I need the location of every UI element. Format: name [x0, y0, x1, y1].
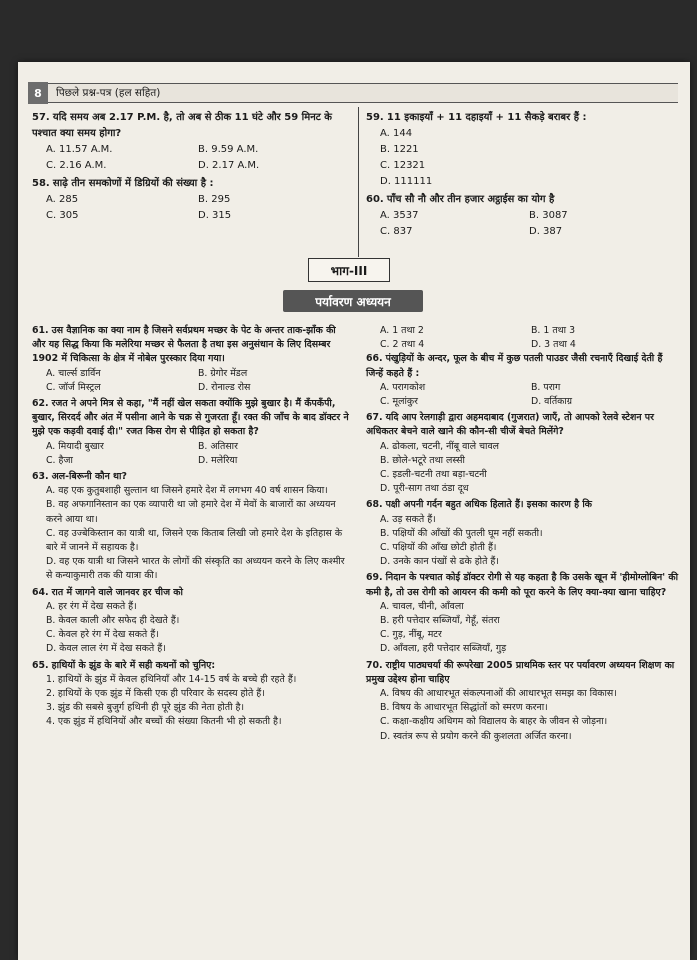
option: B. ग्रेगोर मेंडल [198, 367, 248, 379]
question-text: साढ़े तीन समकोणों में डिग्रियों की संख्या है : [52, 178, 214, 189]
lower-right-column [366, 324, 682, 746]
question-number: 61. [32, 325, 49, 336]
option: A. विषय की आधारभूत संकल्पनाओं की आधारभूत समझ का विकास। [380, 688, 617, 700]
option: D. मलेरिया [198, 454, 238, 466]
top-left-column [32, 110, 350, 226]
top-right-column [366, 110, 678, 242]
question-number: 58. [32, 178, 50, 189]
question-66 [366, 352, 682, 409]
section-heading: भाग-III [308, 258, 390, 282]
option: D. 111111 [380, 176, 433, 187]
subsection-heading: पर्यावरण अध्ययन [283, 290, 423, 312]
question-text: 11 इकाइयाँ + 11 दहाइयाँ + 11 सैकड़े बराबर हैं : [386, 112, 587, 123]
option: A. हर रंग में देख सकते हैं। [46, 600, 137, 612]
statement: 4. एक झुंड में हथिनियों और बच्चों की संख्या कितनी भी हो सकती है। [46, 716, 282, 728]
question-text: निदान के पश्चात कोई डॉक्टर रोगी से यह कहता है कि उसके खून में 'हीमोग्लोबिन' की कमी है, तो उस रोगी को आयरन की कमी को पूरा करने के लिए क्या-क्या खाना चाहिए? [366, 572, 679, 598]
document-page [18, 62, 690, 960]
question-text: राष्ट्रीय पाठ्यचर्या की रूपरेखा 2005 प्राथमिक स्तर पर पर्यावरण अध्ययन शिक्षण का प्रमुख उद्देश्य होना चाहिए [366, 659, 675, 685]
question-number: 66. [366, 353, 383, 365]
question-text: यदि आप रेलगाड़ी द्वारा अहमदाबाद (गुजरात) जाएँ, तो आपको रेलवे स्टेशन पर अधिकतर बेचने वाले खाने की कौन-सी चीजें बेचते मिलेंगे? [366, 412, 654, 438]
question-65-options [366, 324, 682, 352]
question-text: पाँच सौ नौ और तीन हजार अट्ठाईस का योग है [386, 194, 555, 205]
option: C. कक्षा-कक्षीय अधिगम को विद्यालय के बाहर के जीवन से जोड़ना। [380, 716, 608, 728]
option: D. 315 [198, 210, 232, 221]
option: B. पराग [531, 381, 561, 393]
option: A. 3537 [380, 210, 419, 221]
question-70 [366, 659, 682, 744]
page-header [28, 82, 678, 104]
question-number: 62. [32, 398, 49, 410]
question-text: पंखुड़ियों के अन्दर, फूल के बीच में कुछ पतली पाउडर जैसी रचनाएँ दिखाई देती हैं जिन्हें कहते हैं : [366, 353, 663, 379]
option: B. अतिसार [198, 440, 238, 452]
question-number: 68. [366, 499, 383, 511]
option: C. पक्षियों की आँख छोटी होती हैं। [380, 542, 497, 554]
running-title: पिछले प्रश्न-पत्र (हल सहित) [48, 83, 678, 103]
question-63 [32, 470, 350, 584]
question-62 [32, 397, 350, 468]
option: D. 2.17 A.M. [198, 160, 260, 171]
question-67 [366, 411, 682, 496]
statement: 3. झुंड की सबसे बुजुर्ग हथिनी ही पूरे झुंड की नेता होती है। [46, 702, 245, 714]
option: D. 3 तथा 4 [531, 339, 576, 351]
option: A. 1 तथा 2 [380, 325, 424, 336]
question-number: 57. [32, 112, 50, 123]
statement: 2. हाथियों के एक झुंड में किसी एक ही परिवार के सदस्य होते हैं। [46, 688, 265, 700]
question-59 [366, 110, 678, 190]
option: B. 9.59 A.M. [198, 144, 259, 155]
option: C. गुड़, नींबू, मटर [380, 629, 442, 641]
option: C. 305 [46, 210, 79, 221]
question-number: 65. [32, 659, 49, 671]
question-text: अल-बिरूनी कौन था? [51, 471, 127, 483]
option: D. 387 [529, 226, 563, 237]
option: C. इडली-चटनी तथा बड़ा-चटनी [380, 469, 487, 481]
option: D. आँवला, हरी पत्तेदार सब्जियाँ, गुड़ [380, 643, 507, 655]
option: D. केवल लाल रंग में देख सकते हैं। [46, 643, 166, 655]
option: C. केवल हरे रंग में देख सकते हैं। [46, 629, 159, 641]
option: A. उड़ सकते हैं। [380, 513, 436, 525]
option: A. वह एक कुतुबशाही सुल्तान था जिसने हमारे देश में लगभग 40 वर्ष शासन किया। [46, 485, 328, 497]
option: C. हैजा [46, 454, 73, 466]
option: C. 2.16 A.M. [46, 160, 107, 171]
option: C. जॉर्ज मिस्ट्रल [46, 381, 101, 393]
question-69 [366, 571, 682, 656]
question-number: 64. [32, 586, 49, 598]
question-text: रजत ने अपने मित्र से कहा, "मैं नहीं खेल सकता क्योंकि मुझे बुखार है। मैं कँपकँपी, बुखार, सिरदर्द और अंत में पसीना आने के चक्र से गुजरता हूँ। रक्त की जाँच के बाद डॉक्टर ने मुझे एक कड़वी दवाई दी।" रजत किस रोग से पीड़ित हो सकता है? [32, 398, 349, 438]
option: D. पूरी-साग तथा ठंडा दूध [380, 483, 469, 495]
option: C. मूलांकुर [380, 396, 418, 408]
option: B. केवल काली और सफेद ही देखते हैं। [46, 615, 180, 627]
question-number: 69. [366, 572, 383, 584]
option: A. 11.57 A.M. [46, 144, 113, 155]
option: B. विषय के आधारभूत सिद्धांतों को स्मरण करना। [380, 702, 548, 714]
option: D. उनके कान पंखों से ढके होते हैं। [380, 556, 499, 568]
option: B. 295 [198, 194, 231, 205]
option: B. 1221 [380, 144, 419, 155]
question-number: 59. [366, 112, 384, 123]
question-number: 70. [366, 659, 383, 671]
option: C. 12321 [380, 160, 426, 171]
question-text: पक्षी अपनी गर्दन बहुत अधिक हिलाते हैं। इसका कारण है कि [385, 499, 592, 511]
question-number: 67. [366, 412, 383, 424]
option: C. 837 [380, 226, 413, 237]
option: B. पक्षियों की आँखों की पुतली घूम नहीं सकती। [380, 527, 543, 539]
question-57 [32, 110, 350, 174]
statement: 1. हाथियों के झुंड में केवल हथिनियाँ और 14-15 वर्ष के बच्चे ही रहते हैं। [46, 673, 297, 685]
option: D. रोनाल्ड रोस [198, 381, 251, 393]
question-65 [32, 659, 350, 730]
option: D. वर्तिकाग्र [531, 396, 573, 408]
option: B. वह अफगानिस्तान का एक व्यापारी था जो हमारे देश में मेवों के बाजारों का अध्ययन करने आया था। [46, 499, 336, 525]
question-64 [32, 586, 350, 657]
option: D. स्वतंत्र रूप से प्रयोग करने की कुशलता अर्जित करना। [380, 730, 572, 742]
option: A. परागकोश [380, 381, 426, 393]
question-61 [32, 324, 350, 395]
option: D. वह एक यात्री था जिसने भारत के लोगों की संस्कृति का अध्ययन करने के लिए कश्मीर से कन्याकुमारी तक की यात्रा की। [46, 556, 345, 582]
option: A. 285 [46, 194, 79, 205]
question-text: हाथियों के झुंड के बारे में सही कथनों को चुनिए: [51, 659, 216, 671]
option: B. 1 तथा 3 [531, 325, 576, 336]
column-divider [358, 107, 359, 257]
option: C. 2 तथा 4 [380, 339, 425, 351]
question-number: 63. [32, 471, 49, 483]
question-58 [32, 176, 350, 224]
question-number: 60. [366, 194, 384, 205]
option: A. 144 [380, 128, 413, 139]
question-text: उस वैज्ञानिक का क्या नाम है जिसने सर्वप्रथम मच्छर के पेट के अन्तर ताक-झाँक की और यह सिद्ध किया कि मलेरिया मच्छर से फैलता है तथा इस अनुसंधान के लिए दिसम्बर 1902 में चिकित्सा के क्षेत्र में नोबेल पुरस्कार दिया गया। [32, 325, 336, 365]
question-text: यदि समय अब 2.17 P.M. है, तो अब से ठीक 11 घंटे और 59 मिनट के पश्चात क्या समय होगा? [32, 112, 332, 139]
option: A. ढोकला, चटनी, नींबू वाले चावल [380, 440, 500, 452]
page-number: 8 [28, 82, 48, 104]
question-60 [366, 192, 678, 240]
option: A. चार्ल्स डार्विन [46, 367, 101, 379]
option: A. मियादी बुखार [46, 440, 104, 452]
lower-left-column [32, 324, 350, 732]
option: A. चावल, चीनी, आँवला [380, 600, 464, 612]
option: B. 3087 [529, 210, 568, 221]
option: B. छोले-भटूरे तथा लस्सी [380, 454, 465, 466]
option: C. वह उज्बेकिस्तान का यात्री था, जिसने एक किताब लिखी जो हमारे देश के इतिहास के बारे में जानने में सहायक है। [46, 527, 343, 554]
option: B. हरी पत्तेदार सब्जियाँ, गेहूँ, संतरा [380, 615, 500, 627]
question-text: रात में जागने वाले जानवर हर चीज को [51, 586, 183, 598]
question-68 [366, 498, 682, 569]
